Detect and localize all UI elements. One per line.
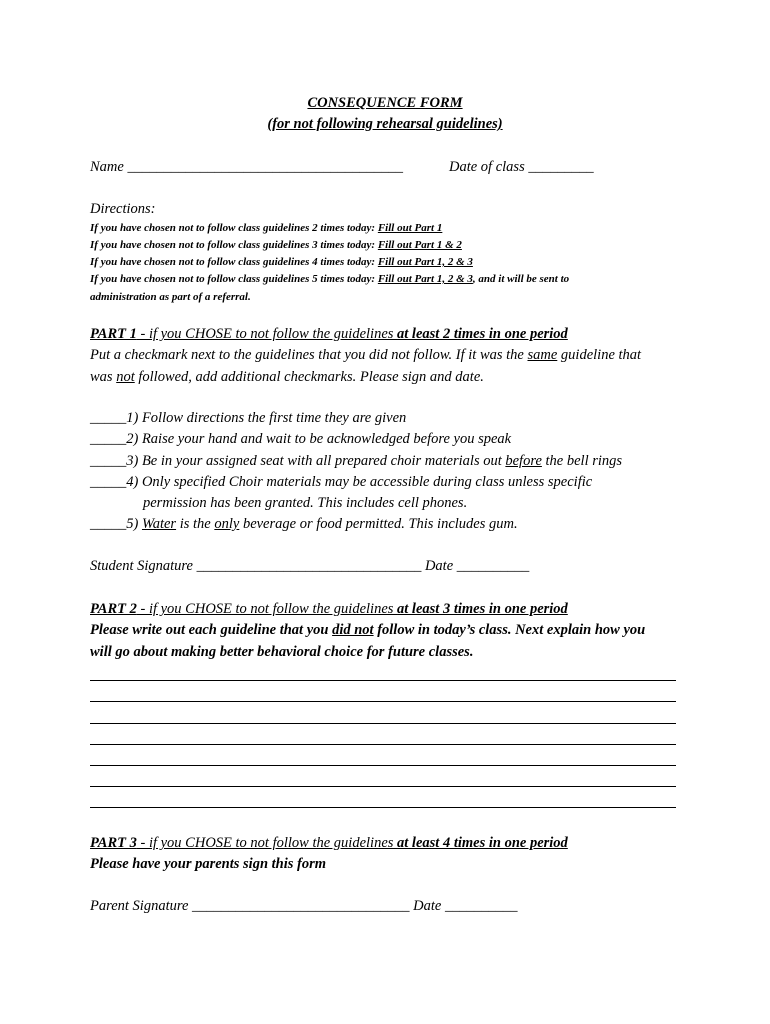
guideline-3[interactable]: _____3) Be in your assigned seat with all prepared choir materials out before the bell rings (90, 453, 623, 469)
part1-instruction-2: was not followed, add additional checkmarks. Please sign and date. (90, 369, 484, 385)
guideline-4[interactable]: _____4) Only specified Choir materials may be accessible during class unless specific (90, 474, 593, 490)
writing-line[interactable] (90, 786, 676, 787)
name-field[interactable]: Name ______________________________________ (90, 159, 403, 175)
directions-heading: Directions: (90, 201, 156, 217)
part2-instruction-1: Please write out each guideline that you did not follow in today’s class. Next explain how you (90, 622, 646, 638)
direction-line-5: administration as part of a referral. (90, 291, 251, 303)
direction-line-1: If you have chosen not to follow class guidelines 2 times today: Fill out Part 1 (90, 222, 443, 234)
direction-line-2: If you have chosen not to follow class guidelines 3 times today: Fill out Part 1 & 2 (90, 239, 462, 251)
student-signature-field[interactable]: Student Signature _______________________________ Date __________ (90, 558, 530, 574)
guideline-4-continued: permission has been granted. This includes cell phones. (143, 495, 468, 511)
writing-line[interactable] (90, 680, 676, 681)
date-of-class-field[interactable]: Date of class _________ (449, 159, 594, 175)
writing-line[interactable] (90, 701, 676, 702)
part2-heading: PART 2 - if you CHOSE to not follow the guidelines at least 3 times in one period (90, 601, 568, 617)
part1-heading: PART 1 - if you CHOSE to not follow the guidelines at least 2 times in one period (90, 326, 568, 342)
form-subtitle: (for not following rehearsal guidelines) (267, 116, 503, 132)
part2-instruction-2: will go about making better behavioral choice for future classes. (90, 644, 474, 660)
parent-signature-field[interactable]: Parent Signature ______________________________ Date __________ (90, 898, 518, 914)
writing-line[interactable] (90, 807, 676, 808)
part3-heading: PART 3 - if you CHOSE to not follow the guidelines at least 4 times in one period (90, 835, 568, 851)
writing-line[interactable] (90, 723, 676, 724)
guideline-2[interactable]: _____2) Raise your hand and wait to be acknowledged before you speak (90, 431, 512, 447)
part1-instruction-1: Put a checkmark next to the guidelines that you did not follow. If it was the same guideline that (90, 347, 642, 363)
guideline-1[interactable]: _____1) Follow directions the first time they are given (90, 410, 407, 426)
writing-line[interactable] (90, 744, 676, 745)
direction-line-3: If you have chosen not to follow class guidelines 4 times today: Fill out Part 1, 2 & 3 (90, 256, 473, 268)
direction-line-4: If you have chosen not to follow class guidelines 5 times today: Fill out Part 1, 2 & 3, and it will be sent to (90, 273, 570, 285)
form-title: CONSEQUENCE FORM (307, 95, 463, 111)
writing-line[interactable] (90, 765, 676, 766)
guideline-5[interactable]: _____5) Water is the only beverage or food permitted. This includes gum. (90, 516, 518, 532)
part3-instruction: Please have your parents sign this form (90, 856, 327, 872)
